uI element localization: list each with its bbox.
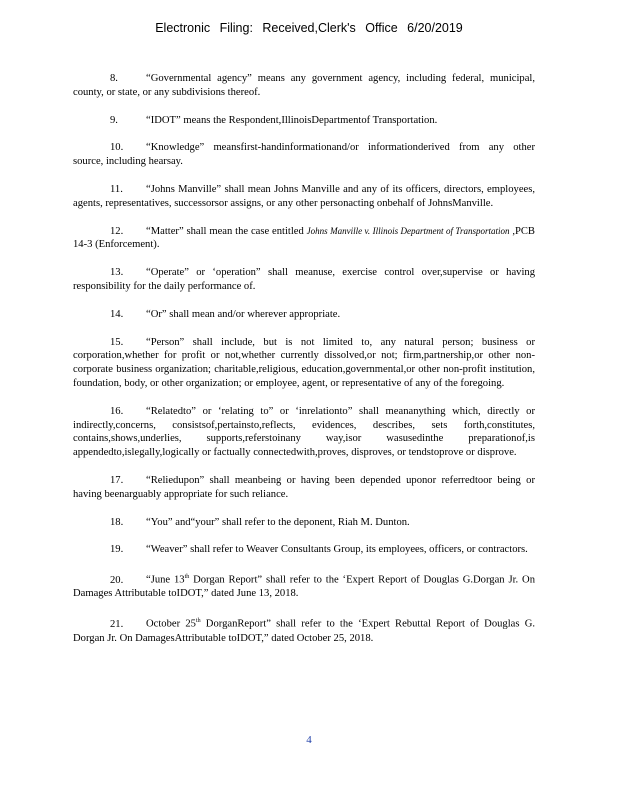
- definition-paragraph: [73, 543, 535, 557]
- paragraph-text: “Johns Manville” shall mean Johns Manville and any of its officers, directors, employees, agents, representatives, successorsor assigns, or any other personacting onbehalf of JohnsManville.: [73, 183, 535, 209]
- paragraph-text: “Person” shall include, but is not limited to, any natural person; business or corporation,whether for profit or not,whether currently dissolved,or not; firm,partnership,or other non-corporate business organization; charitable,religious, education,governmental,or other non-profit institution, foundation, body, or other organization; or employee, agent, or representative of any of the foregoing.: [73, 336, 535, 389]
- paragraph-text: October 25: [146, 618, 196, 630]
- paragraph-number: 13.: [110, 267, 124, 279]
- definition-paragraph: [73, 571, 535, 601]
- paragraph-text: “Matter” shall mean the case entitled: [146, 225, 307, 237]
- paragraph-text: “Governmental agency” means any government agency, including federal, municipal, county, or state, or any subdivisions thereof.: [73, 73, 535, 98]
- paragraph-number: 18.: [110, 516, 124, 528]
- definition-paragraph: [73, 615, 535, 645]
- paragraph-number: 20.: [110, 574, 124, 586]
- definition-paragraph: [73, 336, 535, 391]
- paragraph-number: 21.: [110, 618, 124, 630]
- definition-paragraph: [73, 308, 535, 322]
- paragraph-text: “Relatedto” or ‘relating to” or ‘inrelationto” shall meananything which, directly or indirectly,concerns, consistsof,pertainsto,reflects, evidences, describes, sets forth,constitutes, contains,shows,underlies, supports,referstoinany way,isor wasusedinthe preparationof,is appendedto,islegally,logically or factually connectedwith,proves, disproves, or tendstoprove or disprove.: [73, 405, 535, 459]
- definition-paragraph: [73, 474, 535, 502]
- paragraph-number: 17.: [110, 474, 124, 486]
- paragraph-number: 14.: [110, 308, 124, 320]
- ordinal-suffix: th: [184, 574, 190, 581]
- paragraph-number: 11.: [110, 183, 123, 195]
- paragraph-text: “Or” shall mean and/or wherever appropriate.: [146, 308, 341, 320]
- paragraph-text: “June 13: [146, 574, 185, 586]
- paragraph-text: “Reliedupon” shall meanbeing or having been depended uponor referredtoor being or having beenarguably appropriate for such reliance.: [73, 474, 535, 500]
- paragraph-text: “Operate” or ‘operation” shall meanuse, exercise control over,supervise or having responsibility for the daily performance of.: [73, 267, 535, 292]
- paragraph-number: 16.: [110, 405, 124, 417]
- definition-paragraph: [73, 114, 535, 128]
- paragraph-text: “Weaver” shall refer to Weaver Consultants Group, its employees, officers, or contractors.: [146, 544, 528, 556]
- paragraph-text-end: Dorgan Report” shall refer to the ‘Expert Report of Douglas G.Dorgan Jr. On Damages Attributable toIDOT,” dated June 13, 2018.: [73, 574, 535, 600]
- paragraph-number: 10.: [110, 142, 124, 154]
- definition-paragraph: [73, 183, 535, 211]
- filing-header: Electronic Filing: Received,Clerk's Office 6/20/2019: [155, 21, 463, 35]
- definition-paragraph: [73, 516, 535, 530]
- paragraph-number: 9.: [110, 114, 118, 126]
- definitions-body: [73, 72, 535, 659]
- page-number: 4: [306, 734, 312, 746]
- definition-paragraph: [73, 225, 535, 253]
- paragraph-text-end: DorganReport” shall refer to the ‘Expert Rebuttal Report of Douglas G. Dorgan Jr. On DamagesAttributable toIDOT,” dated October 25, 2018.: [73, 618, 535, 644]
- definition-paragraph: [73, 405, 535, 460]
- definition-paragraph: [73, 141, 535, 169]
- paragraph-number: 19.: [110, 544, 124, 556]
- case-caption: Johns Manville v. Illinois Department of Transportation: [306, 225, 510, 236]
- ordinal-suffix: th: [195, 618, 201, 625]
- definition-paragraph: [73, 266, 535, 294]
- paragraph-number: 8.: [110, 73, 118, 84]
- paragraph-text-end: ,PCB 14-3 (Enforcement).: [73, 225, 535, 251]
- paragraph-number: 15.: [110, 336, 124, 348]
- definition-paragraph: [73, 72, 535, 100]
- paragraph-text: “IDOT” means the Respondent,IllinoisDepartmentof Transportation.: [146, 114, 438, 126]
- paragraph-text: “You” and“your” shall refer to the deponent, Riah M. Dunton.: [146, 516, 410, 528]
- paragraph-text: “Knowledge” meansfirst-handinformationand/or informationderived from any other source, including hearsay.: [73, 142, 535, 168]
- paragraph-number: 12.: [110, 225, 124, 237]
